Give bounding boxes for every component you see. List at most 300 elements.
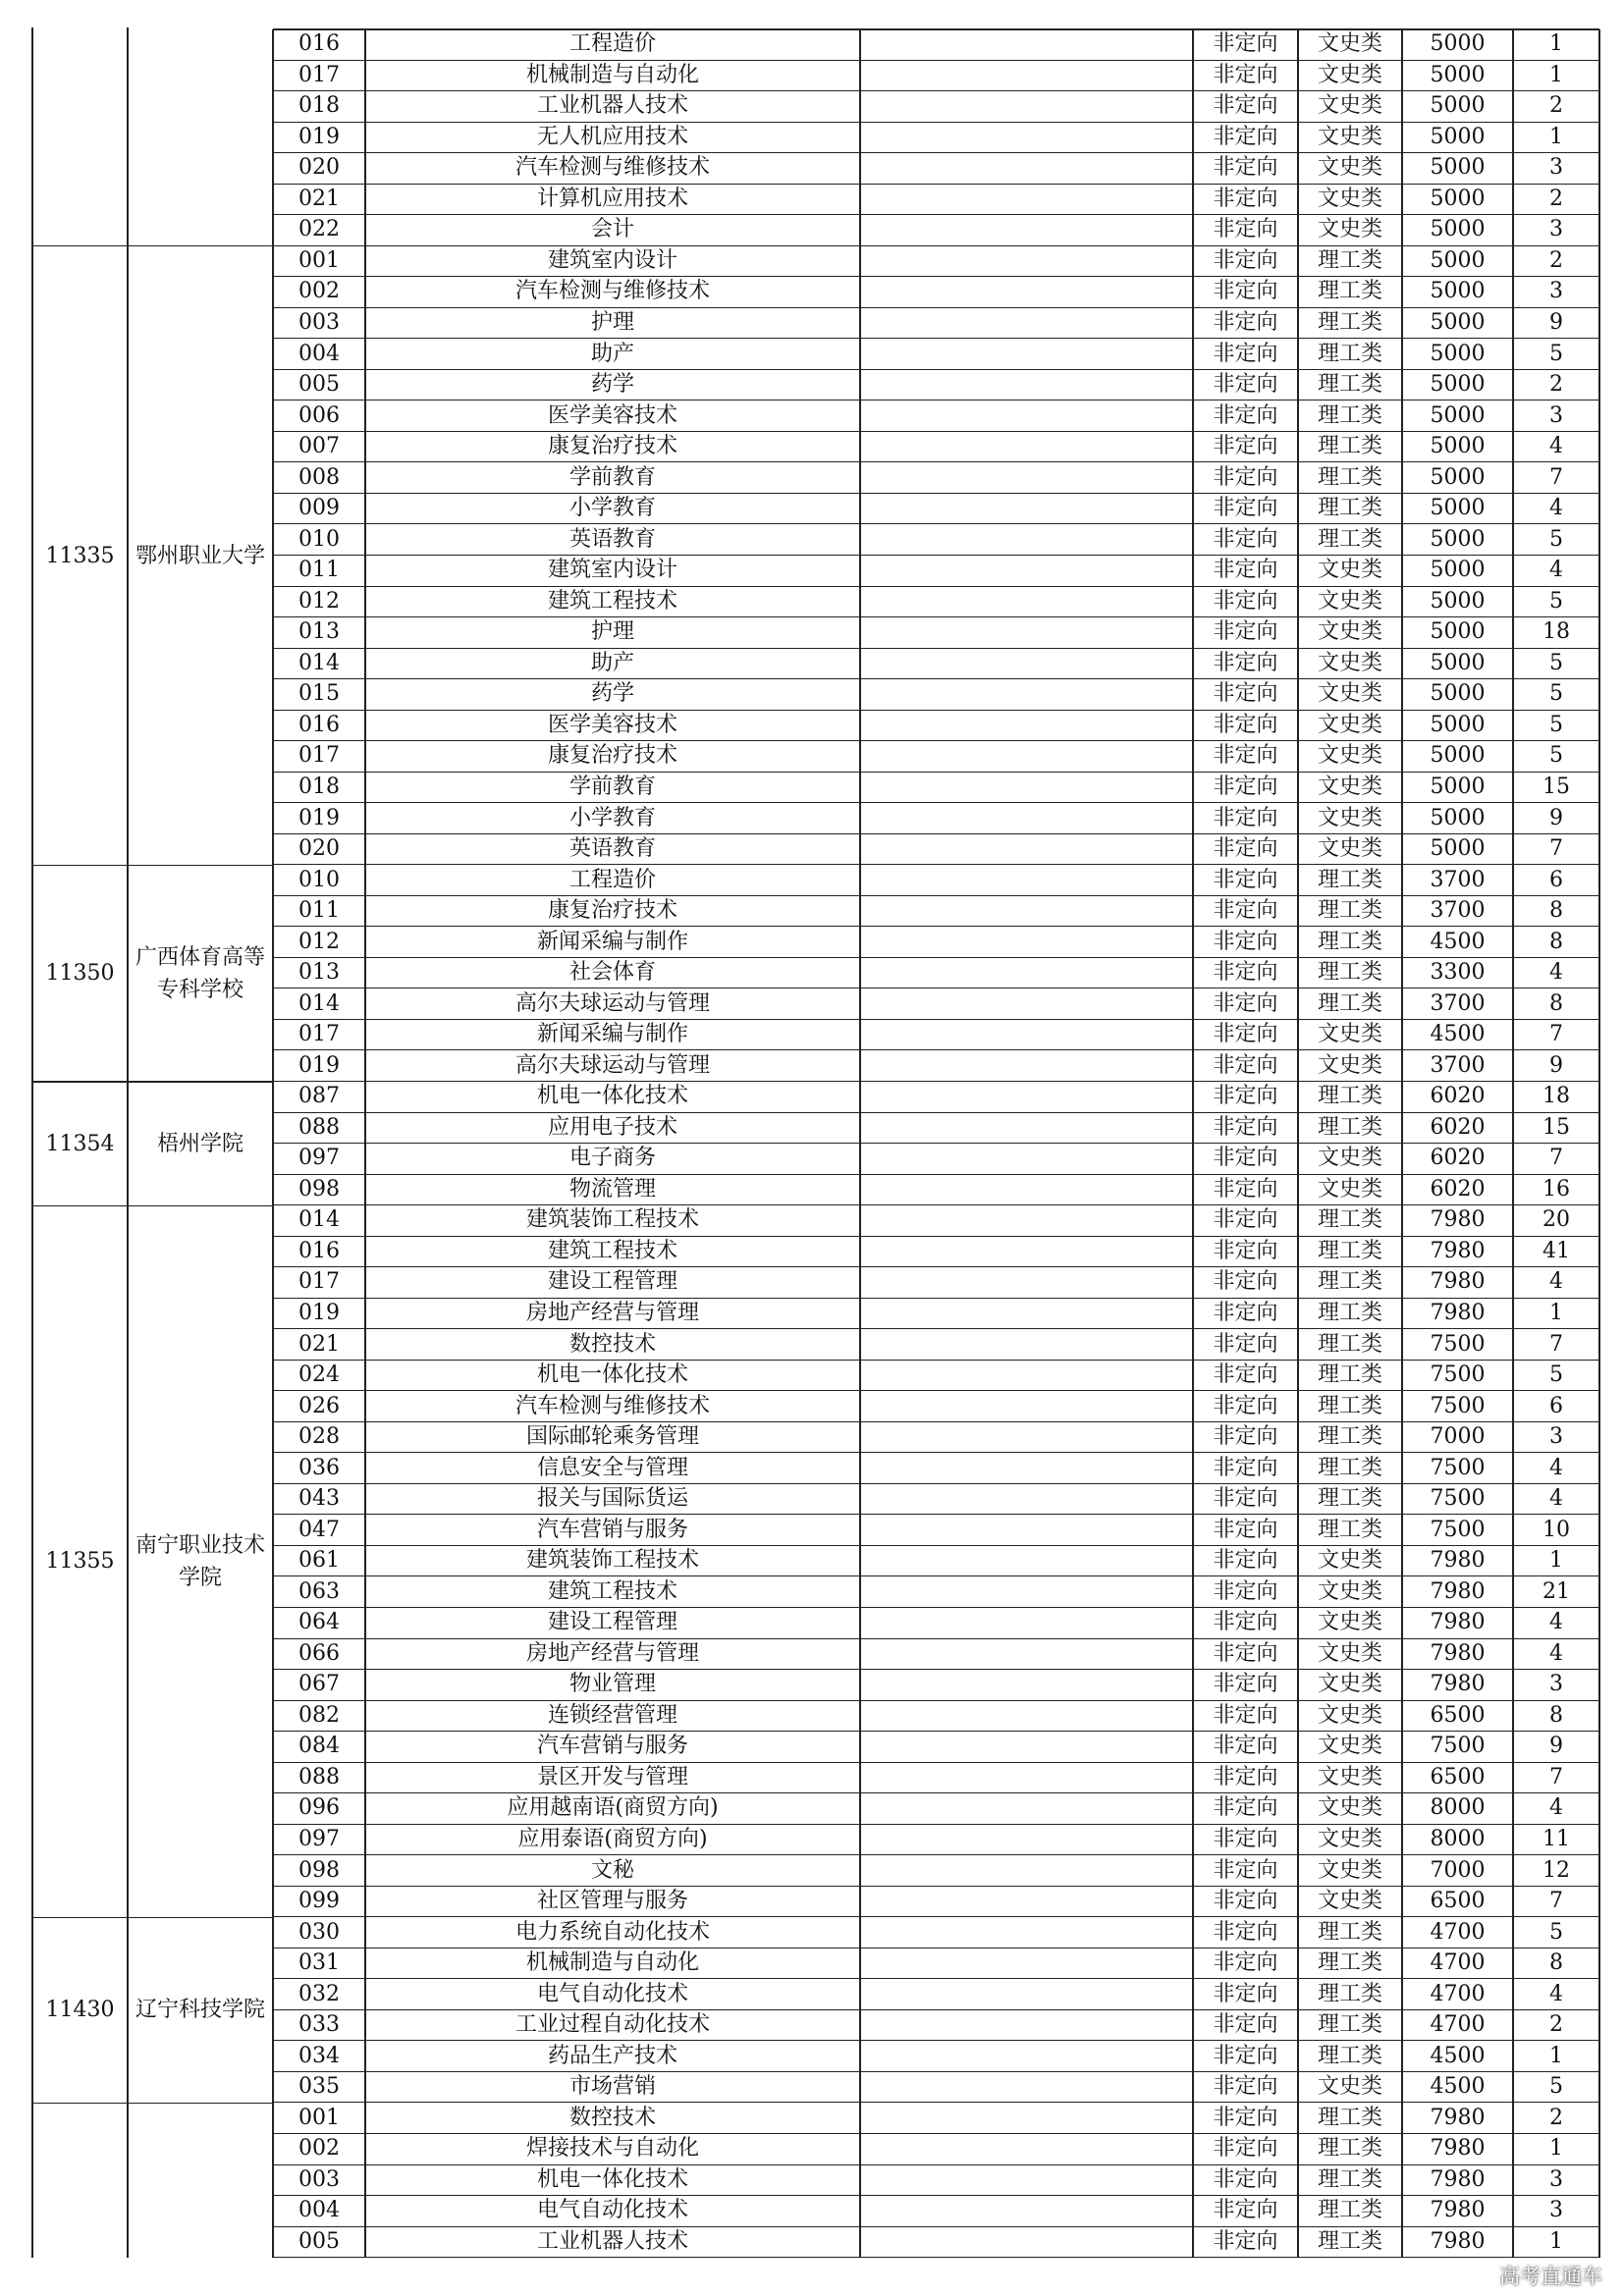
table-row: [273, 246, 1599, 278]
blank-cell: [860, 1422, 1193, 1454]
major-name: 学前教育: [365, 462, 860, 494]
subject-category: 理工类: [1298, 1113, 1402, 1145]
major-code: 009: [273, 494, 365, 525]
major-name: 景区开发与管理: [365, 1763, 860, 1794]
table-row: [273, 1577, 1599, 1609]
enroll-type: 非定向: [1193, 1175, 1298, 1206]
tuition-fee: 6500: [1402, 1763, 1513, 1794]
blank-cell: [860, 865, 1193, 896]
blank-cell: [860, 339, 1193, 370]
major-name: 电子商务: [365, 1144, 860, 1175]
tuition-fee: 5000: [1402, 61, 1513, 92]
major-code: 010: [273, 524, 365, 556]
plan-count: 15: [1513, 1113, 1599, 1145]
major-name: 国际邮轮乘务管理: [365, 1422, 860, 1454]
tuition-fee: 7980: [1402, 1639, 1513, 1671]
tuition-fee: 7500: [1402, 1484, 1513, 1516]
enroll-type: 非定向: [1193, 153, 1298, 185]
plan-count: 5: [1513, 741, 1599, 773]
major-name: 物业管理: [365, 1670, 860, 1701]
major-code: 031: [273, 1949, 365, 1980]
table-row: [273, 1299, 1599, 1330]
table-row: [273, 400, 1599, 432]
blank-cell: [860, 1391, 1193, 1422]
school-code: [32, 2104, 128, 2259]
tuition-fee: 4500: [1402, 2072, 1513, 2104]
table-row: [273, 2196, 1599, 2227]
enroll-type: 非定向: [1193, 1082, 1298, 1113]
major-code: 043: [273, 1484, 365, 1516]
blank-cell: [860, 1205, 1193, 1237]
tuition-fee: 7500: [1402, 1732, 1513, 1763]
plan-count: 4: [1513, 1453, 1599, 1484]
plan-count: 4: [1513, 1267, 1599, 1299]
major-name: 数控技术: [365, 2104, 860, 2135]
school-name: 南宁职业技术学院: [135, 1532, 265, 1590]
major-code: 014: [273, 1205, 365, 1237]
major-code: 018: [273, 773, 365, 804]
plan-count: 20: [1513, 1205, 1599, 1237]
blank-cell: [860, 1917, 1193, 1949]
table-row: [273, 1453, 1599, 1484]
plan-count: 5: [1513, 2072, 1599, 2104]
enroll-type: 非定向: [1193, 1484, 1298, 1516]
tuition-fee: 4700: [1402, 1917, 1513, 1949]
blank-cell: [860, 1639, 1193, 1671]
major-code: 013: [273, 958, 365, 989]
table-row: [273, 1793, 1599, 1825]
major-code: 012: [273, 927, 365, 958]
tuition-fee: 8000: [1402, 1793, 1513, 1825]
blank-cell: [860, 2134, 1193, 2165]
school-name: 广西体育高等专科学校: [135, 944, 265, 1002]
subject-category: 文史类: [1298, 29, 1402, 61]
tuition-fee: 3700: [1402, 896, 1513, 928]
plan-count: 6: [1513, 1391, 1599, 1422]
tuition-fee: 5000: [1402, 834, 1513, 866]
enroll-type: 非定向: [1193, 1422, 1298, 1454]
table-row: [273, 1979, 1599, 2010]
major-name: 助产: [365, 339, 860, 370]
plan-count: 7: [1513, 1144, 1599, 1175]
enroll-type: 非定向: [1193, 2165, 1298, 2197]
plan-count: 9: [1513, 803, 1599, 834]
table-row: [273, 215, 1599, 246]
blank-cell: [860, 1949, 1193, 1980]
tuition-fee: 7000: [1402, 1855, 1513, 1887]
watermark-text: 高考直通车: [1499, 2265, 1602, 2288]
table-row: [273, 803, 1599, 834]
major-name: 药学: [365, 679, 860, 711]
enroll-type: 非定向: [1193, 2041, 1298, 2072]
table-row: [273, 153, 1599, 185]
major-name: 计算机应用技术: [365, 185, 860, 216]
major-code: 067: [273, 1670, 365, 1701]
tuition-fee: 6020: [1402, 1144, 1513, 1175]
blank-cell: [860, 123, 1193, 154]
major-code: 014: [273, 988, 365, 1020]
tuition-fee: 7000: [1402, 1422, 1513, 1454]
tuition-fee: 5000: [1402, 308, 1513, 340]
table-row: [273, 834, 1599, 866]
plan-count: 2: [1513, 246, 1599, 278]
blank-cell: [860, 988, 1193, 1020]
major-name: 房地产经营与管理: [365, 1639, 860, 1671]
major-name: 工业机器人技术: [365, 2227, 860, 2259]
blank-cell: [860, 773, 1193, 804]
plan-count: 5: [1513, 587, 1599, 618]
tuition-fee: 5000: [1402, 556, 1513, 587]
plan-count: 21: [1513, 1577, 1599, 1609]
table-row: [273, 896, 1599, 928]
enroll-type: 非定向: [1193, 494, 1298, 525]
table-row: [273, 1329, 1599, 1361]
plan-count: 1: [1513, 2227, 1599, 2259]
major-code: 019: [273, 1050, 365, 1082]
tuition-fee: 5000: [1402, 153, 1513, 185]
table-row: [273, 1144, 1599, 1175]
major-name: 药品生产技术: [365, 2041, 860, 2072]
major-name: 应用越南语(商贸方向): [365, 1793, 860, 1825]
subject-category: 文史类: [1298, 1670, 1402, 1701]
enroll-type: 非定向: [1193, 400, 1298, 432]
major-code: 004: [273, 2196, 365, 2227]
major-name: 连锁经营管理: [365, 1701, 860, 1733]
blank-cell: [860, 1082, 1193, 1113]
subject-category: 文史类: [1298, 61, 1402, 92]
subject-category: 文史类: [1298, 803, 1402, 834]
plan-count: 9: [1513, 1732, 1599, 1763]
enroll-type: 非定向: [1193, 958, 1298, 989]
major-code: 011: [273, 896, 365, 928]
major-code: 001: [273, 246, 365, 278]
table-row: [273, 123, 1599, 154]
blank-cell: [860, 1329, 1193, 1361]
plan-count: 4: [1513, 1608, 1599, 1639]
major-code: 087: [273, 1082, 365, 1113]
major-name: 康复治疗技术: [365, 741, 860, 773]
enroll-type: 非定向: [1193, 1205, 1298, 1237]
major-name: 信息安全与管理: [365, 1453, 860, 1484]
table-row: [273, 1082, 1599, 1113]
plan-count: 4: [1513, 958, 1599, 989]
tuition-fee: 7980: [1402, 1577, 1513, 1609]
plan-count: 2: [1513, 370, 1599, 401]
blank-cell: [860, 432, 1193, 463]
subject-category: 理工类: [1298, 1949, 1402, 1980]
blank-cell: [860, 741, 1193, 773]
subject-category: 理工类: [1298, 2104, 1402, 2135]
blank-cell: [860, 1793, 1193, 1825]
table-row: [273, 927, 1599, 958]
plan-count: 5: [1513, 524, 1599, 556]
plan-count: 1: [1513, 2041, 1599, 2072]
blank-cell: [860, 679, 1193, 711]
blank-cell: [860, 1484, 1193, 1516]
major-code: 006: [273, 400, 365, 432]
enroll-type: 非定向: [1193, 679, 1298, 711]
table-row: [273, 1949, 1599, 1980]
subject-category: 文史类: [1298, 1825, 1402, 1856]
plan-count: 1: [1513, 123, 1599, 154]
tuition-fee: 5000: [1402, 617, 1513, 649]
major-code: 007: [273, 432, 365, 463]
table-row: [273, 1020, 1599, 1051]
table-row: [273, 1175, 1599, 1206]
table-row: [273, 1763, 1599, 1794]
table-row: [273, 1701, 1599, 1733]
plan-count: 5: [1513, 1361, 1599, 1392]
enroll-type: 非定向: [1193, 587, 1298, 618]
blank-cell: [860, 2041, 1193, 2072]
table-row: [273, 339, 1599, 370]
plan-count: 3: [1513, 1670, 1599, 1701]
plan-count: 7: [1513, 1329, 1599, 1361]
major-name: 医学美容技术: [365, 711, 860, 742]
tuition-fee: 5000: [1402, 91, 1513, 123]
tuition-fee: 5000: [1402, 29, 1513, 61]
plan-count: 10: [1513, 1515, 1599, 1546]
tuition-fee: 7500: [1402, 1515, 1513, 1546]
blank-cell: [860, 1020, 1193, 1051]
blank-cell: [860, 958, 1193, 989]
subject-category: 理工类: [1298, 2227, 1402, 2259]
major-code: 013: [273, 617, 365, 649]
table-row: [273, 617, 1599, 649]
subject-category: 文史类: [1298, 215, 1402, 246]
blank-cell: [860, 556, 1193, 587]
blank-cell: [860, 1515, 1193, 1546]
table-row: [273, 1825, 1599, 1856]
subject-category: 理工类: [1298, 1453, 1402, 1484]
enroll-type: 非定向: [1193, 215, 1298, 246]
blank-cell: [860, 462, 1193, 494]
major-name: 护理: [365, 308, 860, 340]
enroll-type: 非定向: [1193, 711, 1298, 742]
major-code: 003: [273, 308, 365, 340]
table-row: [273, 185, 1599, 216]
enroll-type: 非定向: [1193, 1639, 1298, 1671]
subject-category: 文史类: [1298, 153, 1402, 185]
subject-category: 理工类: [1298, 277, 1402, 308]
tuition-fee: 5000: [1402, 215, 1513, 246]
major-code: 011: [273, 556, 365, 587]
school-code: 11335: [45, 543, 115, 568]
enroll-type: 非定向: [1193, 2010, 1298, 2042]
subject-category: 文史类: [1298, 649, 1402, 680]
plan-count: 8: [1513, 1701, 1599, 1733]
plan-count: 4: [1513, 1484, 1599, 1516]
subject-category: 文史类: [1298, 1144, 1402, 1175]
plan-count: 3: [1513, 1422, 1599, 1454]
plan-count: 2: [1513, 2104, 1599, 2135]
subject-category: 文史类: [1298, 679, 1402, 711]
plan-count: 7: [1513, 1763, 1599, 1794]
table-row: [273, 61, 1599, 92]
major-code: 082: [273, 1701, 365, 1733]
subject-category: 文史类: [1298, 587, 1402, 618]
plan-count: 7: [1513, 834, 1599, 866]
major-code: 005: [273, 2227, 365, 2259]
tuition-fee: 5000: [1402, 494, 1513, 525]
major-name: 机械制造与自动化: [365, 1949, 860, 1980]
major-code: 035: [273, 2072, 365, 2104]
enroll-type: 非定向: [1193, 556, 1298, 587]
tuition-fee: 3700: [1402, 988, 1513, 1020]
subject-category: 文史类: [1298, 1020, 1402, 1051]
tuition-fee: 7980: [1402, 1546, 1513, 1577]
blank-cell: [860, 1732, 1193, 1763]
blank-cell: [860, 494, 1193, 525]
plan-count: 5: [1513, 649, 1599, 680]
blank-cell: [860, 1050, 1193, 1082]
plan-count: 1: [1513, 61, 1599, 92]
subject-category: 理工类: [1298, 2010, 1402, 2042]
major-name: 工程造价: [365, 865, 860, 896]
tuition-fee: 3700: [1402, 865, 1513, 896]
plan-count: 4: [1513, 1793, 1599, 1825]
major-name: 药学: [365, 370, 860, 401]
tuition-fee: 7980: [1402, 1608, 1513, 1639]
enroll-type: 非定向: [1193, 1732, 1298, 1763]
tuition-fee: 5000: [1402, 462, 1513, 494]
table-row: [273, 462, 1599, 494]
tuition-fee: 3700: [1402, 1050, 1513, 1082]
plan-count: 5: [1513, 339, 1599, 370]
tuition-fee: 4700: [1402, 2010, 1513, 2042]
plan-count: 15: [1513, 773, 1599, 804]
major-name: 护理: [365, 617, 860, 649]
major-name: 机电一体化技术: [365, 1361, 860, 1392]
major-name: 建设工程管理: [365, 1267, 860, 1299]
enroll-type: 非定向: [1193, 896, 1298, 928]
major-code: 014: [273, 649, 365, 680]
major-code: 017: [273, 741, 365, 773]
major-code: 088: [273, 1763, 365, 1794]
major-name: 英语教育: [365, 524, 860, 556]
major-name: 小学教育: [365, 803, 860, 834]
plan-count: 7: [1513, 462, 1599, 494]
school-name: 梧州学院: [156, 1131, 244, 1156]
tuition-fee: 5000: [1402, 649, 1513, 680]
major-name: 工程造价: [365, 29, 860, 61]
table-row: [273, 1639, 1599, 1671]
subject-category: 文史类: [1298, 711, 1402, 742]
tuition-fee: 7500: [1402, 1391, 1513, 1422]
major-name: 建筑室内设计: [365, 556, 860, 587]
table-row: [273, 370, 1599, 401]
major-name: 机电一体化技术: [365, 1082, 860, 1113]
table-row: [273, 1361, 1599, 1392]
plan-count: 1: [1513, 1299, 1599, 1330]
table-row: [273, 1515, 1599, 1546]
enroll-type: 非定向: [1193, 2104, 1298, 2135]
enroll-type: 非定向: [1193, 308, 1298, 340]
plan-count: 4: [1513, 494, 1599, 525]
major-code: 064: [273, 1608, 365, 1639]
enroll-type: 非定向: [1193, 1763, 1298, 1794]
subject-category: 理工类: [1298, 462, 1402, 494]
major-name: 康复治疗技术: [365, 432, 860, 463]
plan-count: 1: [1513, 29, 1599, 61]
tuition-fee: 5000: [1402, 773, 1513, 804]
plan-count: 16: [1513, 1175, 1599, 1206]
enroll-type: 非定向: [1193, 1887, 1298, 1918]
tuition-fee: 3300: [1402, 958, 1513, 989]
subject-category: 文史类: [1298, 1608, 1402, 1639]
subject-category: 理工类: [1298, 2041, 1402, 2072]
blank-cell: [860, 185, 1193, 216]
major-name: 应用泰语(商贸方向): [365, 1825, 860, 1856]
plan-count: 3: [1513, 277, 1599, 308]
table-row: [273, 1237, 1599, 1268]
subject-category: 理工类: [1298, 339, 1402, 370]
major-name: 建筑工程技术: [365, 1577, 860, 1609]
enroll-type: 非定向: [1193, 1577, 1298, 1609]
enroll-type: 非定向: [1193, 246, 1298, 278]
blank-cell: [860, 1979, 1193, 2010]
major-name: 应用电子技术: [365, 1113, 860, 1145]
major-code: 016: [273, 711, 365, 742]
major-code: 004: [273, 339, 365, 370]
tuition-fee: 4700: [1402, 1949, 1513, 1980]
blank-cell: [860, 1175, 1193, 1206]
major-name: 建筑装饰工程技术: [365, 1546, 860, 1577]
major-code: 028: [273, 1422, 365, 1454]
subject-category: 理工类: [1298, 370, 1402, 401]
subject-category: 文史类: [1298, 91, 1402, 123]
enroll-type: 非定向: [1193, 1050, 1298, 1082]
major-code: 021: [273, 185, 365, 216]
enroll-type: 非定向: [1193, 1267, 1298, 1299]
enroll-type: 非定向: [1193, 2072, 1298, 2104]
table-row: [273, 2104, 1599, 2135]
subject-category: 理工类: [1298, 1484, 1402, 1516]
major-name: 汽车检测与维修技术: [365, 277, 860, 308]
blank-cell: [860, 587, 1193, 618]
subject-category: 理工类: [1298, 524, 1402, 556]
major-name: 汽车检测与维修技术: [365, 153, 860, 185]
plan-count: 2: [1513, 91, 1599, 123]
major-name: 市场营销: [365, 2072, 860, 2104]
plan-count: 4: [1513, 432, 1599, 463]
blank-cell: [860, 524, 1193, 556]
major-code: 019: [273, 803, 365, 834]
tuition-fee: 4500: [1402, 2041, 1513, 2072]
enroll-type: 非定向: [1193, 649, 1298, 680]
blank-cell: [860, 91, 1193, 123]
subject-category: 理工类: [1298, 2134, 1402, 2165]
plan-count: 8: [1513, 896, 1599, 928]
tuition-fee: 7980: [1402, 2134, 1513, 2165]
tuition-fee: 7980: [1402, 1267, 1513, 1299]
plan-count: 11: [1513, 1825, 1599, 1856]
major-code: 001: [273, 2104, 365, 2135]
plan-count: 9: [1513, 1050, 1599, 1082]
blank-cell: [860, 2072, 1193, 2104]
blank-cell: [860, 246, 1193, 278]
table-row: [273, 649, 1599, 680]
tuition-fee: 7980: [1402, 2165, 1513, 2197]
subject-category: 理工类: [1298, 1237, 1402, 1268]
enroll-type: 非定向: [1193, 834, 1298, 866]
plan-count: 8: [1513, 1949, 1599, 1980]
table-row: [273, 2010, 1599, 2042]
subject-category: 文史类: [1298, 1639, 1402, 1671]
major-name: 汽车营销与服务: [365, 1732, 860, 1763]
table-row: [273, 2165, 1599, 2197]
enroll-type: 非定向: [1193, 1453, 1298, 1484]
